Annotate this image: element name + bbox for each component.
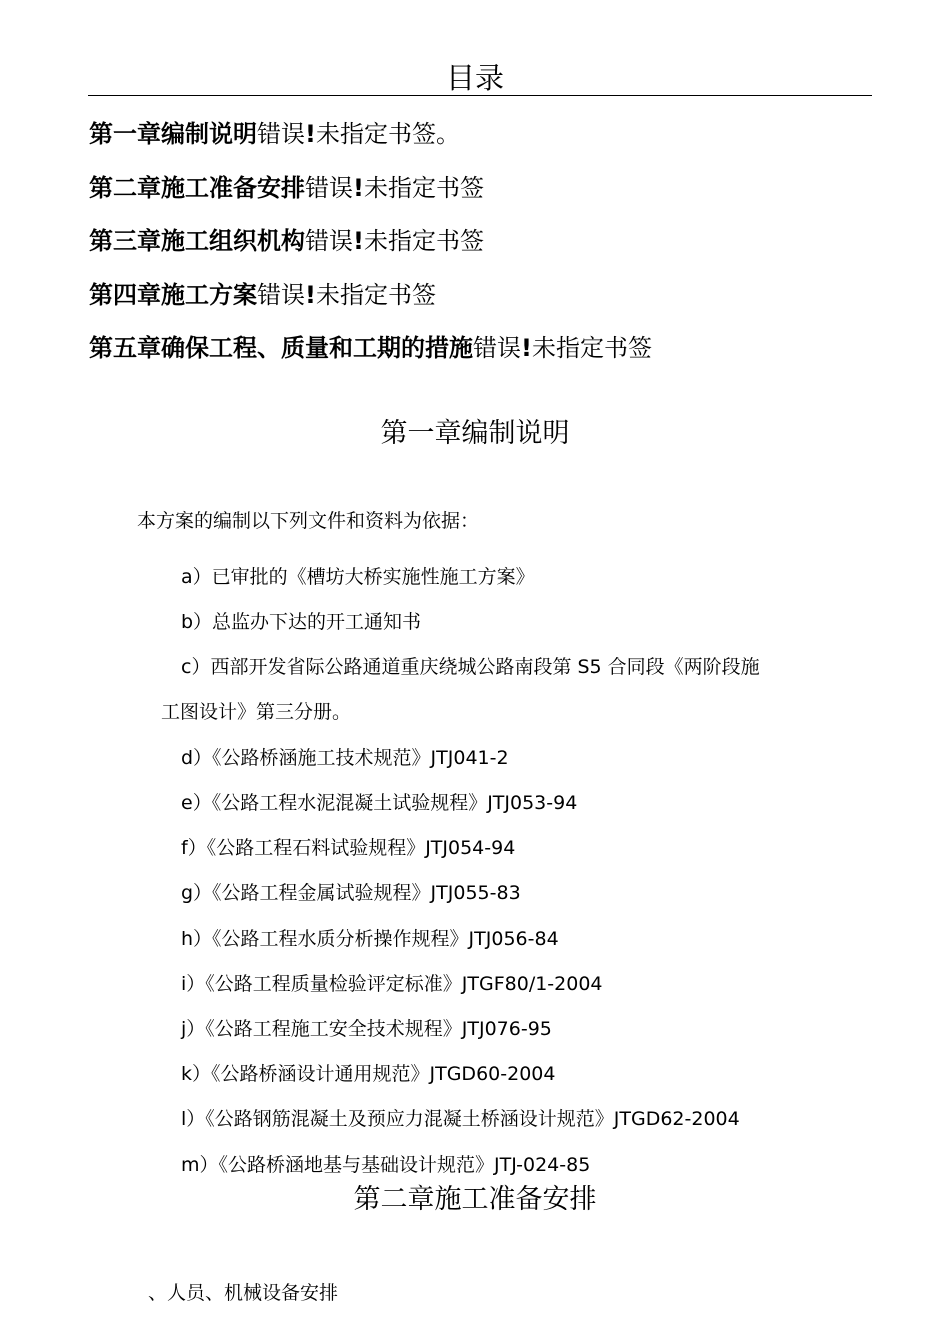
chapter-2-heading-number: 第二章 xyxy=(353,1184,435,1215)
reference-item-l: l）《公路钢筋混凝土及预应力混凝土桥涵设计规范》JTGD62-2004 xyxy=(181,1108,740,1130)
chapter-2-heading xyxy=(0,1182,950,1218)
reference-item-e: e）《公路工程水泥混凝土试验规程》JTJ053-94 xyxy=(181,792,578,814)
toc-entry-error-mark: ! xyxy=(305,281,316,309)
toc-entry-error-rest: 未指定书签 xyxy=(363,227,484,255)
toc-entry-error: 错误 xyxy=(305,227,353,255)
reference-item-a: a）已审批的《槽坊大桥实施性施工方案》 xyxy=(181,566,535,588)
toc-entry-error-rest: 未指定书签 xyxy=(315,281,436,309)
toc-entry-title: 第四章施工方案 xyxy=(89,281,257,309)
reference-item-b: b）总监办下达的开工通知书 xyxy=(181,611,422,633)
toc-entry-chapter-2[interactable] xyxy=(89,172,484,204)
toc-entry-chapter-5[interactable] xyxy=(89,332,652,364)
toc-entry-error: 错误 xyxy=(305,174,353,202)
reference-item-i: i）《公路工程质量检验评定标准》JTGF80/1-2004 xyxy=(181,973,603,995)
toc-entry-error-rest: 未指定书签 xyxy=(363,174,484,202)
toc-title: 目录 xyxy=(445,61,504,95)
toc-entry-error: 错误 xyxy=(473,334,521,362)
reference-item-c-continued: 工图设计》第三分册。 xyxy=(161,701,352,723)
reference-item-h: h）《公路工程水质分析操作规程》JTJ056-84 xyxy=(181,928,559,950)
toc-entry-error-mark: ! xyxy=(521,334,532,362)
toc-entry-title: 第五章确保工程、质量和工期的措施 xyxy=(89,334,473,362)
toc-entry-error-rest: 未指定书签。 xyxy=(315,120,460,148)
toc-entry-error-mark: ! xyxy=(353,227,364,255)
toc-entry-error-mark: ! xyxy=(305,120,316,148)
toc-entry-title: 第一章编制说明 xyxy=(89,120,257,148)
reference-item-j: j）《公路工程施工安全技术规程》JTJ076-95 xyxy=(181,1018,552,1040)
toc-entry-title: 第三章施工组织机构 xyxy=(89,227,305,255)
toc-entry-chapter-4[interactable] xyxy=(89,279,436,311)
toc-entry-chapter-1[interactable] xyxy=(89,118,460,150)
reference-item-c: c）西部开发省际公路通道重庆绕城公路南段第 S5 合同段《两阶段施 xyxy=(181,656,760,678)
chapter-1-intro: 本方案的编制以下列文件和资料为依据： xyxy=(137,510,480,532)
reference-item-m: m）《公路桥涵地基与基础设计规范》JTJ-024-85 xyxy=(181,1154,591,1176)
toc-entry-chapter-3[interactable] xyxy=(89,225,484,257)
toc-entry-error: 错误 xyxy=(257,281,305,309)
toc-entry-title: 第二章施工准备安排 xyxy=(89,174,305,202)
reference-item-k: k）《公路桥涵设计通用规范》JTGD60-2004 xyxy=(181,1063,556,1085)
chapter-2-heading-title: 施工准备安排 xyxy=(434,1184,597,1215)
reference-item-d: d）《公路桥涵施工技术规范》JTJ041-2 xyxy=(181,747,509,769)
reference-item-g: g）《公路工程金属试验规程》JTJ055-83 xyxy=(181,882,521,904)
toc-entry-error: 错误 xyxy=(257,120,305,148)
chapter-2-section-heading: 、人员、机械设备安排 xyxy=(148,1282,339,1304)
chapter-1-heading: 第一章编制说明 xyxy=(380,418,570,449)
toc-entry-error-rest: 未指定书签 xyxy=(531,334,652,362)
reference-item-f: f）《公路工程石料试验规程》JTJ054-94 xyxy=(181,837,516,859)
toc-divider xyxy=(88,95,872,96)
toc-entry-error-mark: ! xyxy=(353,174,364,202)
